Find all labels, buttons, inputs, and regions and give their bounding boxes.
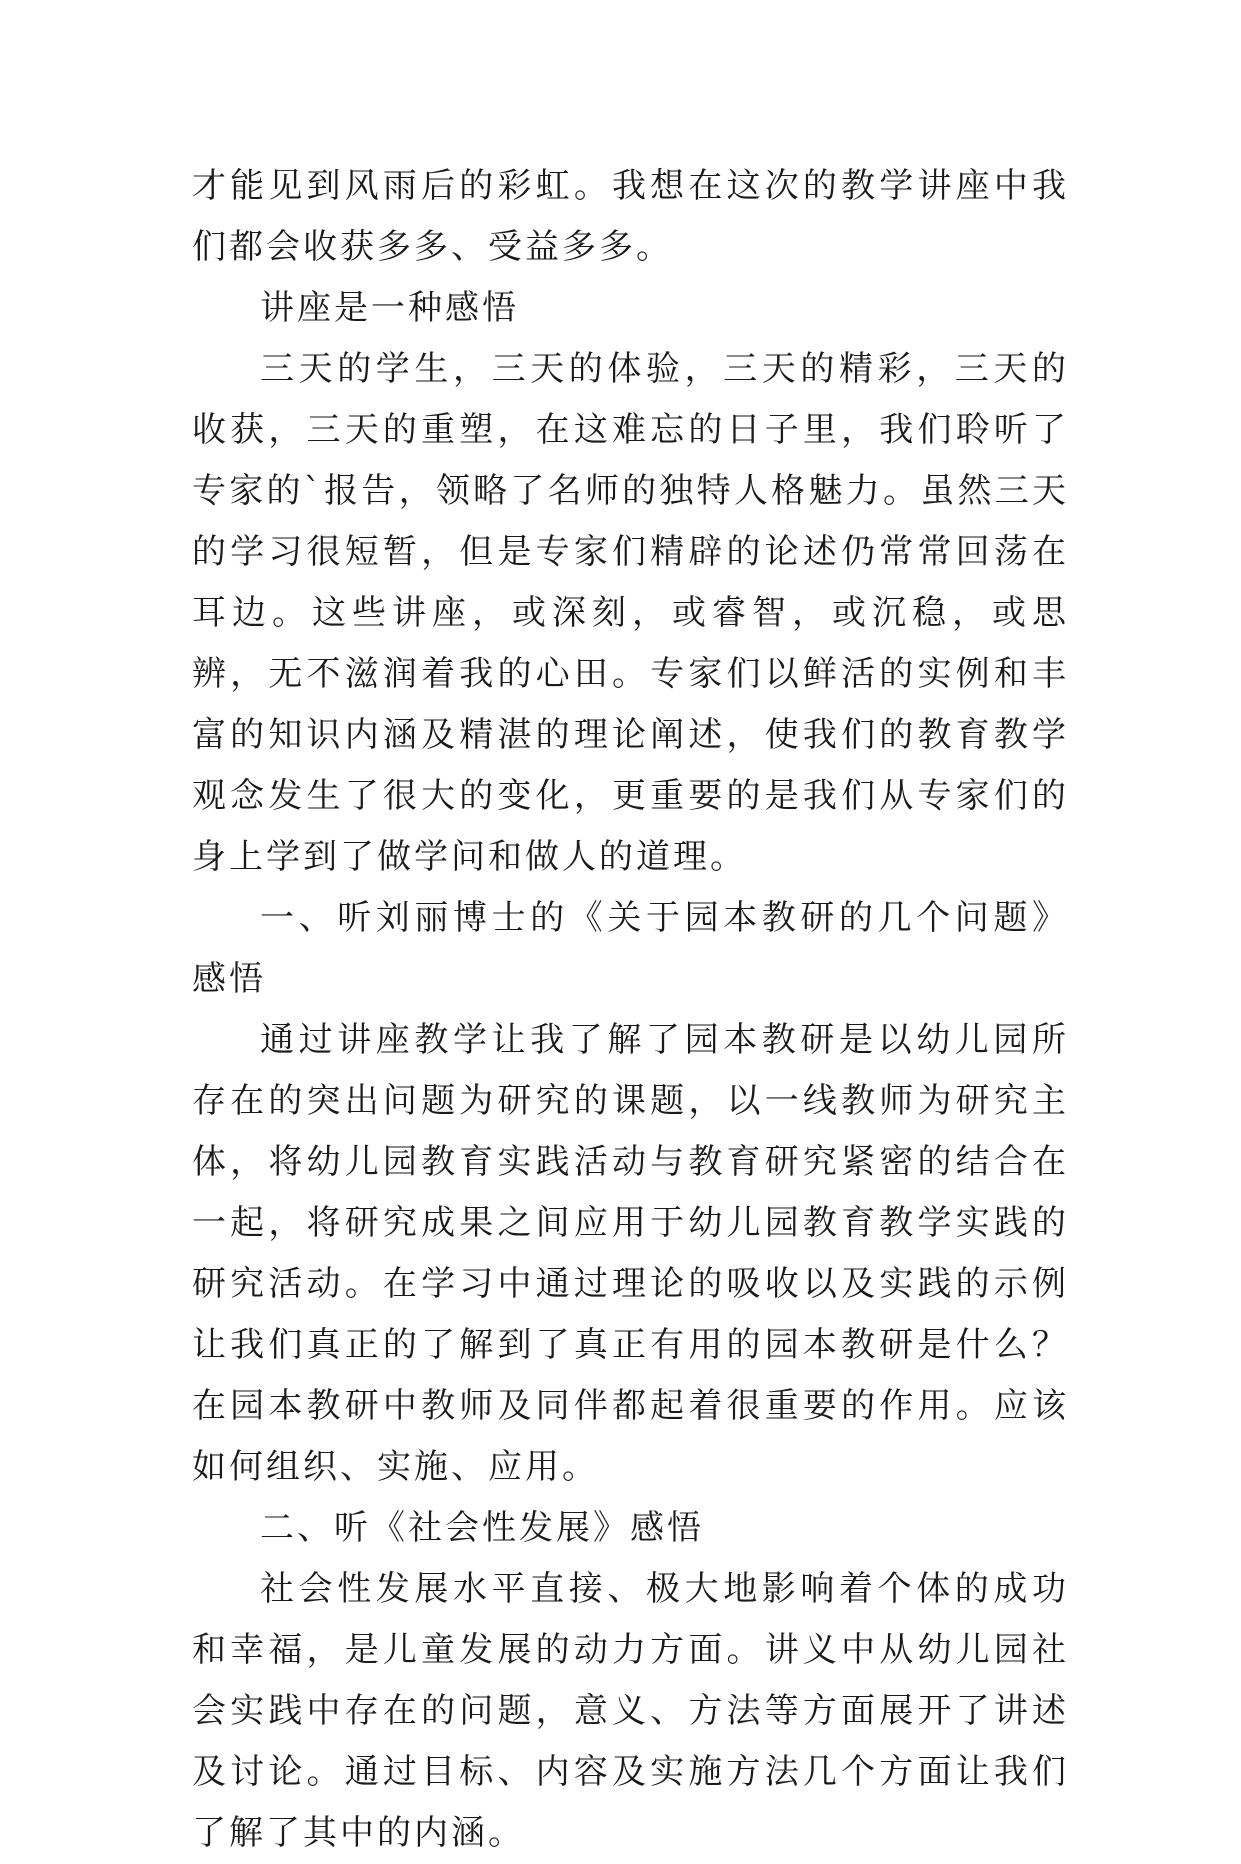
paragraph-kindergarten-research: 通过讲座教学让我了解了园本教研是以幼儿园所存在的突出问题为研究的课题，以一线教师为研究主体，将幼儿园教育实践活动与教育研究紧密的结合在一起，将研究成果之间应用于幼儿园教育教学实践的研究活动。在学习中通过理论的吸收以及实践的示例让我们真正的了解到了真正有用的园本教研是什么？在园本教研中教师及同伴都起着很重要的作用。应该如何组织、实施、应用。	[192, 1020, 1069, 1487]
section-heading-one: 一、听刘丽博士的《关于园本教研的几个问题》感悟	[192, 898, 1069, 999]
document-body	[192, 156, 1069, 1864]
section-heading-two: 二、听《社会性发展》感悟	[260, 1508, 704, 1548]
paragraph-three-days: 三天的学生，三天的体验，三天的精彩，三天的收获，三天的重塑，在这难忘的日子里，我们聆听了专家的`报告，领略了名师的独特人格魅力。虽然三天的学习很短暂，但是专家们精辟的论述仍常常回荡在耳边。这些讲座，或深刻，或睿智，或沉稳，或思辨，无不滋润着我的心田。专家们以鲜活的实例和丰富的知识内涵及精湛的理论阐述，使我们的教育教学观念发生了很大的变化，更重要的是我们从专家们的身上学到了做学问和做人的道理。	[192, 349, 1069, 877]
paragraph-continuation: 才能见到风雨后的彩虹。我想在这次的教学讲座中我们都会收获多多、受益多多。	[192, 166, 1069, 267]
section-heading-lecture-insight: 讲座是一种感悟	[260, 288, 519, 328]
paragraph-social-development: 社会性发展水平直接、极大地影响着个体的成功和幸福，是儿童发展的动力方面。讲义中从幼儿园社会实践中存在的问题，意义、方法等方面展开了讲述及讨论。通过目标、内容及实施方法几个方面让我们了解了其中的内涵。	[192, 1569, 1069, 1853]
